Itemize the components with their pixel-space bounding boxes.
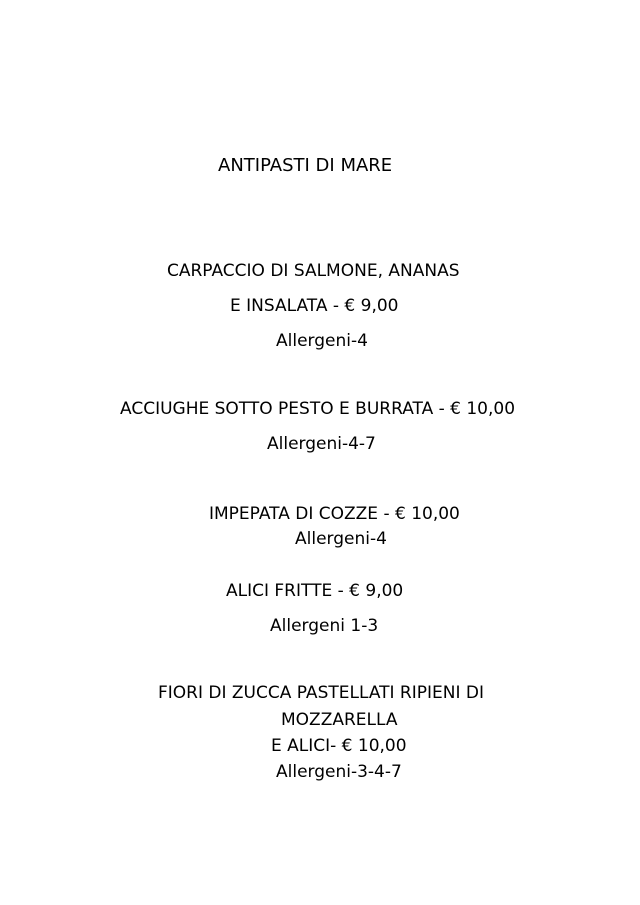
menu-item-name: MOZZARELLA [281, 710, 398, 730]
menu-item-name-price: E INSALATA - € 9,00 [230, 296, 399, 316]
menu-item-allergens: Allergeni-3-4-7 [276, 762, 402, 782]
menu-item-name-price: ALICI FRITTE - € 9,00 [226, 581, 404, 601]
menu-item-name: FIORI DI ZUCCA PASTELLATI RIPIENI DI [158, 683, 484, 703]
menu-item-name-price: ACCIUGHE SOTTO PESTO E BURRATA - € 10,00 [120, 399, 516, 419]
menu-item-name-price: IMPEPATA DI COZZE - € 10,00 [209, 504, 460, 524]
menu-item-allergens: Allergeni-4-7 [267, 434, 376, 454]
menu-item-allergens: Allergeni-4 [295, 529, 387, 549]
page-title: ANTIPASTI DI MARE [218, 155, 393, 176]
menu-item-name-price: E ALICI- € 10,00 [271, 736, 407, 756]
menu-item-allergens: Allergeni-4 [276, 331, 368, 351]
menu-item-name: CARPACCIO DI SALMONE, ANANAS [167, 261, 460, 281]
menu-item-allergens: Allergeni 1-3 [270, 616, 379, 636]
